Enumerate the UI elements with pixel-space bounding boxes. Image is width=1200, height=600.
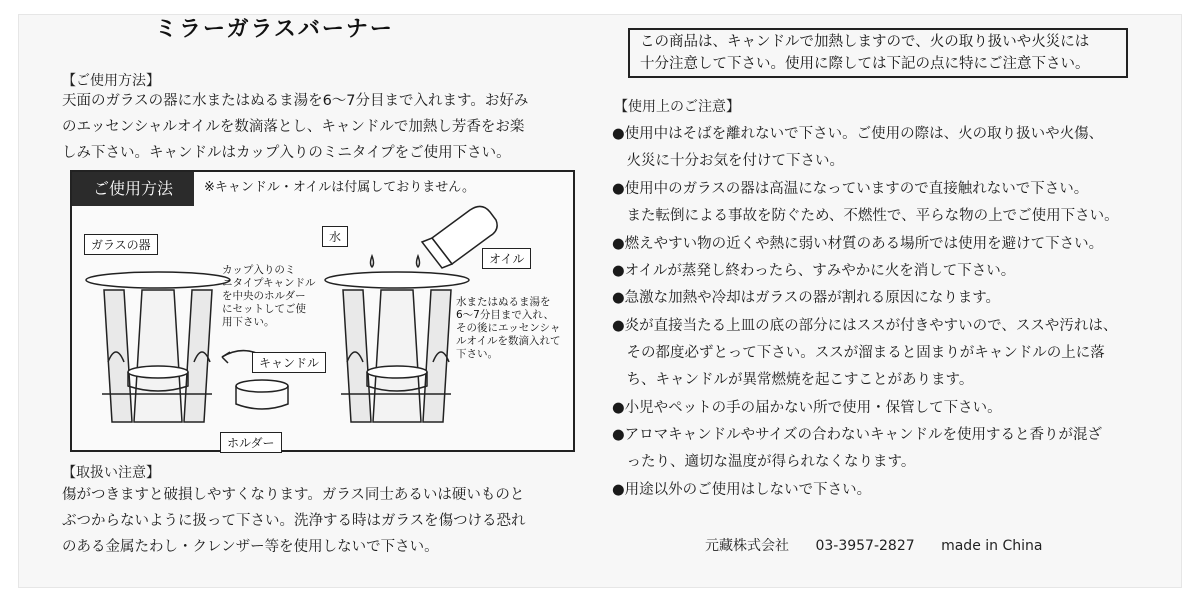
caution-line: ●アロマキャンドルやサイズの合わないキャンドルを使用すると香りが混ざ <box>612 427 1102 443</box>
origin-label: made in China <box>941 538 1043 554</box>
diagram-note: ※キャンドル・オイルは付属しておりません。 <box>204 180 476 195</box>
label-candle: キャンドル <box>252 352 326 373</box>
usage-line: のエッセンシャルオイルを数滴落とし、キャンドルで加熱し芳香をお楽 <box>62 119 525 135</box>
usage-heading: 【ご使用方法】 <box>62 73 160 89</box>
label-holder: ホルダー <box>220 432 282 453</box>
usage-line: 天面のガラスの器に水またはぬるま湯を6〜7分目まで入れます。お好み <box>62 93 529 109</box>
caution-line: 火災に十分お気を付けて下さい。 <box>612 153 844 169</box>
caution-line: ち、キャンドルが異常燃焼を起こすことがあります。 <box>612 372 974 388</box>
handling-text <box>62 482 582 560</box>
handling-line: ぶつからないように扱って下さい。洗浄する時はガラスを傷つける恐れ <box>62 513 526 529</box>
usage-text <box>62 88 582 166</box>
handling-line: のある金属たわし・クレンザー等を使用しないで下さい。 <box>62 539 439 555</box>
caution-line: ●燃えやすい物の近くや熱に弱い材質のある場所では使用を避けて下さい。 <box>612 236 1104 252</box>
caution-line: ●オイルが蒸発し終わったら、すみやかに火を消して下さい。 <box>612 263 1016 279</box>
label-oil: オイル <box>482 248 531 269</box>
caution-line: ●炎が直接当たる上皿の底の部分にはススが付きやすいので、ススや汚れは、 <box>612 318 1118 334</box>
caution-line: ●小児やペットの手の届かない所で使用・保管して下さい。 <box>612 400 1002 416</box>
company-footer <box>705 535 1064 555</box>
caution-line: ●使用中のガラスの器は高温になっていますので直接触れないで下さい。 <box>612 181 1089 197</box>
handling-line: 傷がつきますと破損しやすくなります。ガラス同士あるいは硬いものと <box>62 487 525 503</box>
caution-line: ●使用中はそばを離れないで下さい。ご使用の際は、火の取り扱いや火傷、 <box>612 126 1104 142</box>
caution-line: その都度必ずとって下さい。ススが溜まると固まりがキャンドルの上に落 <box>612 345 1105 361</box>
product-title: ミラーガラスバーナー <box>155 17 394 42</box>
handling-heading: 【取扱い注意】 <box>62 465 160 481</box>
label-water: 水 <box>322 226 348 247</box>
candle-instruction: カップ入りのミ ニタイプキャンドル を中央のホルダー にセットしてご使 用下さい。 <box>222 264 316 328</box>
caution-line: また転倒による事故を防ぐため、不燃性で、平らな物の上でご使用下さい。 <box>612 208 1119 224</box>
usage-line: しみ下さい。キャンドルはカップ入りのミニタイプをご使用下さい。 <box>62 145 511 161</box>
usage-diagram <box>70 170 575 452</box>
cautions-heading: 【使用上のご注意】 <box>614 99 740 115</box>
caution-line: ●急激な加熱や冷却はガラスの器が割れる原因になります。 <box>612 290 1001 306</box>
notice-line: この商品は、キャンドルで加熱しますので、火の取り扱いや火災には <box>640 34 1090 50</box>
label-glass-bowl: ガラスの器 <box>84 234 158 255</box>
company-phone: 03-3957-2827 <box>815 538 915 554</box>
caution-line: ●用途以外のご使用はしないで下さい。 <box>612 482 872 498</box>
fire-notice-box <box>628 28 1128 78</box>
company-name: 元藏株式会社 <box>705 538 789 554</box>
water-instruction: 水またはぬるま湯を 6〜7分目まで入れ、 その後にエッセンシャ ルオイルを数滴入れて 下さい。 <box>456 296 561 360</box>
notice-line: 十分注意して下さい。使用に際しては下記の点に特にご注意下さい。 <box>640 56 1090 72</box>
caution-line: ったり、適切な温度が得られなくなります。 <box>612 454 916 470</box>
diagram-title: ご使用方法 <box>72 172 194 206</box>
